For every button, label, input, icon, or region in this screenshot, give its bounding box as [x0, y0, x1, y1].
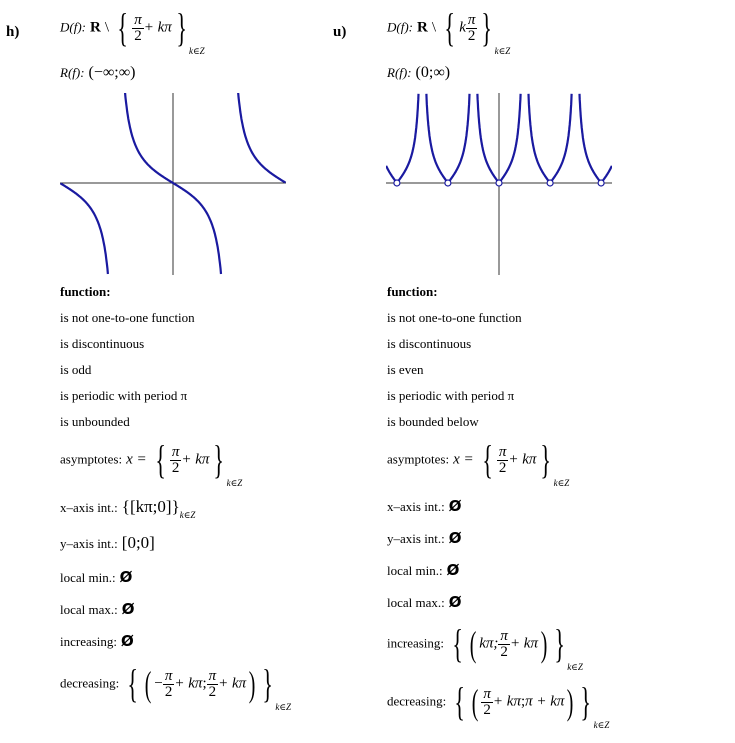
open-circle-marker: [496, 180, 502, 186]
empty-set-icon: Ø: [448, 529, 462, 547]
right-local-min: local min.: Ø: [387, 561, 460, 579]
left-asymptotes: asymptotes: x = { $\frac{\pi}{2}$ + kπ }k∈Z: [60, 437, 243, 488]
open-circle-marker: [598, 180, 604, 186]
open-circle-marker: [445, 180, 451, 186]
abs-branch: [398, 94, 447, 182]
left-property: is discontinuous: [60, 336, 145, 351]
empty-set-icon: Ø: [121, 632, 134, 650]
empty-set-icon: Ø: [448, 593, 462, 611]
right-range: R(f): (0;∞): [387, 64, 451, 81]
right-property: is bounded below: [387, 414, 479, 429]
left-decreasing: decreasing: { ( − $\frac{\pi}{2}$ + kπ; $\frac{\pi}{2}$ + kπ) }k∈Z: [60, 661, 292, 712]
right-local-max: local max.: Ø: [387, 593, 462, 611]
abs-branch: [386, 166, 396, 182]
empty-set-icon: Ø: [121, 600, 135, 618]
right-letter: u): [333, 24, 347, 40]
right-property: is discontinuous: [387, 336, 472, 351]
asymptotes-label: asymptotes:: [60, 451, 123, 467]
right-property: is periodic with period π: [387, 388, 515, 403]
pi-over-2: $\frac{\pi}{2}$: [171, 443, 180, 476]
right-y-intercept: y–axis int.: Ø: [387, 529, 462, 547]
k-in-z: k∈Z: [188, 45, 205, 56]
empty-set-icon: Ø: [446, 561, 460, 579]
range-label: R(f):: [60, 65, 85, 80]
right-increasing: increasing: { ( kπ; $\frac{\pi}{2}$ + kπ) }k∈Z: [387, 621, 583, 672]
left-local-min: local min.: Ø: [60, 568, 133, 586]
abs-branch: [500, 94, 549, 182]
left-local-max: local max.: Ø: [60, 600, 135, 618]
left-x-intercept: x–axis int.: $\{[k\pi;0]\}_{k\in Z}$: [60, 497, 196, 520]
right-brace: }: [176, 5, 187, 50]
open-circle-marker: [547, 180, 553, 186]
right-domain: D(f): R \ { k $\frac{\pi}{2}$ }k∈Z: [387, 5, 511, 56]
right-properties-title: function:: [387, 284, 438, 299]
open-circle-marker: [394, 180, 400, 186]
left-brace: {: [117, 5, 128, 50]
left-letter: h): [6, 24, 20, 40]
left-property: is unbounded: [60, 414, 130, 429]
empty-set-icon: Ø: [119, 568, 133, 586]
tan-branch: [238, 93, 285, 183]
domain-label: D(f):: [60, 19, 86, 35]
right-decreasing: decreasing: { ( $\frac{\pi}{2}$ + kπ;π + kπ) }k∈Z: [387, 679, 610, 730]
left-property: is periodic with period π: [60, 388, 188, 403]
left-y-intercept: y–axis int.: [0;0]: [60, 533, 155, 552]
right-asymptotes: asymptotes: x = { $\frac{\pi}{2}$ + kπ }k∈Z: [387, 437, 570, 488]
plus-kpi: + kπ: [143, 19, 172, 36]
abs-branch: [449, 94, 498, 182]
x-equals: x =: [126, 451, 147, 468]
tan-graph: [60, 93, 286, 275]
abs-branch: [602, 166, 612, 182]
abs-branch: [551, 94, 600, 182]
left-domain: [60, 5, 205, 57]
right-property: is not one-to-one function: [387, 310, 522, 325]
empty-set-icon: Ø: [448, 497, 462, 515]
real-symbol: R: [90, 19, 101, 36]
left-property: is odd: [60, 362, 92, 377]
pi-over-2: $\frac{\pi}{2}$: [134, 11, 142, 44]
right-property: is even: [387, 362, 424, 377]
abs-cot-graph: [386, 93, 612, 275]
setminus: \: [104, 19, 110, 36]
left-increasing: increasing: Ø: [60, 632, 134, 650]
right-x-intercept: x–axis int.: Ø: [387, 497, 462, 515]
range-value: (−∞;∞): [88, 64, 136, 81]
left-properties-title: function:: [60, 284, 111, 299]
left-range: [60, 64, 135, 82]
left-property: is not one-to-one function: [60, 310, 195, 325]
tan-branch: [61, 183, 108, 274]
